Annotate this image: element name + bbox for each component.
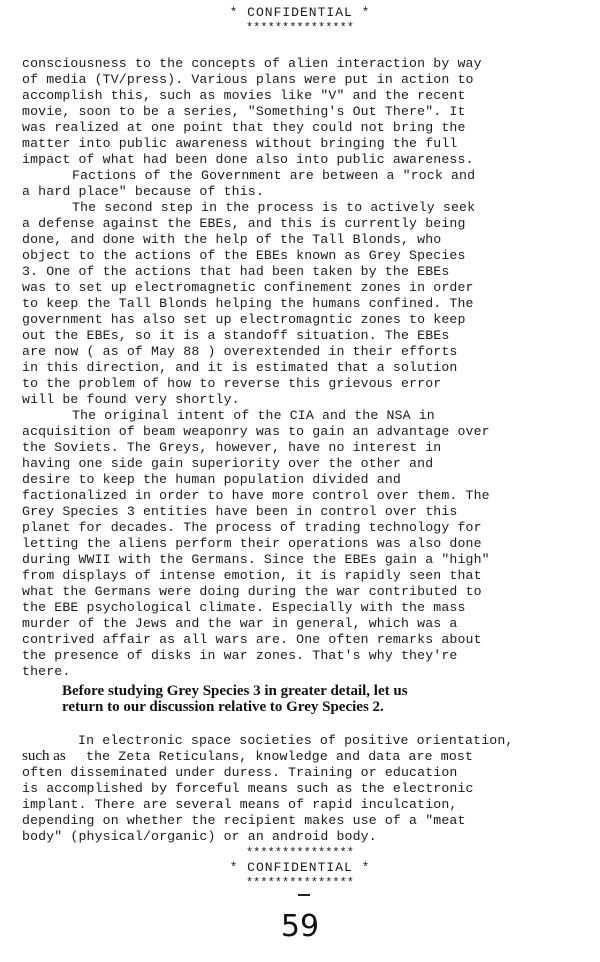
final-paragraph-line: is accomplished by forceful means such as the electronic [22, 781, 474, 796]
footer-dash [298, 894, 310, 896]
final-paragraph-line: implant. There are several means of rapid inculcation, [22, 797, 458, 812]
body-line: a defense against the EBEs, and this is currently being [22, 216, 466, 231]
body-line: The original intent of the CIA and the NSA in [72, 408, 435, 423]
body-line: planet for decades. The process of trading technology for [22, 520, 482, 535]
body-line: the Soviets. The Greys, however, have no interest in [22, 440, 442, 455]
final-paragraph-line: In electronic space societies of positive orientation, [78, 733, 514, 748]
body-line: to the problem of how to reverse this grievous error [22, 376, 442, 391]
body-line: there. [22, 664, 71, 679]
final-paragraph-line: depending on whether the recipient makes use of a "meat [22, 813, 466, 828]
footer-stars-top: *************** [245, 846, 355, 860]
inserted-note-line: Before studying Grey Species 3 in greater detail, let us [62, 683, 408, 699]
body-line: from displays of intense emotion, it is rapidly seen that [22, 568, 482, 583]
body-line: what the Germans were doing during the war contributed to [22, 584, 482, 599]
final-paragraph-line: body" (physical/organic) or an android body. [22, 829, 377, 844]
body-line: having one side gain superiority over the other and [22, 456, 434, 471]
body-line: matter into public awareness without bringing the full [22, 136, 458, 151]
body-line: during WWII with the Germans. Since the EBEs gain a "high" [22, 552, 490, 567]
final-paragraph-line: the Zeta Reticulans, knowledge and data are most [86, 749, 474, 764]
body-line: done, and done with the help of the Tall Blonds, who [22, 232, 442, 247]
body-line: Grey Species 3 entities have been in control over this [22, 504, 458, 519]
body-line: government has also set up electromagntic zones to keep [22, 312, 466, 327]
page-number: 59 [280, 909, 320, 944]
body-line: was realized at one point that they could not bring the [22, 120, 466, 135]
body-line: 3. One of the actions that had been taken by the EBEs [22, 264, 450, 279]
body-line: out the EBEs, so it is a standoff situation. The EBEs [22, 328, 450, 343]
body-line: to keep the Tall Blonds helping the humans confined. The [22, 296, 474, 311]
body-line: of media (TV/press). Various plans were put in action to [22, 72, 474, 87]
body-line: desire to keep the human population divided and [22, 472, 401, 487]
body-line: consciousness to the concepts of alien interaction by way [22, 56, 482, 71]
body-line: contrived affair as all wars are. One often remarks about [22, 632, 482, 647]
body-line: murder of the Jews and the war in general, which was a [22, 616, 458, 631]
body-line: will be found very shortly. [22, 392, 240, 407]
body-line: acquisition of beam weaponry was to gain an advantage over [22, 424, 490, 439]
final-paragraph-line: often disseminated under duress. Training or education [22, 765, 458, 780]
header-confidential-label: * CONFIDENTIAL * [229, 5, 371, 20]
body-line: a hard place" because of this. [22, 184, 264, 199]
body-line: letting the aliens perform their operations was also done [22, 536, 482, 551]
body-line: the presence of disks in war zones. That's why they're [22, 648, 458, 663]
footer-stars-bottom: *************** [245, 876, 355, 890]
serif-prefix: such as [22, 748, 66, 764]
body-line: the EBE psychological climate. Especially with the mass [22, 600, 466, 615]
body-line: movie, soon to be a series, "Something's Out There". It [22, 104, 466, 119]
body-line: The second step in the process is to actively seek [72, 200, 476, 215]
body-line: accomplish this, such as movies like "V" and the recent [22, 88, 466, 103]
header-stars: *************** [245, 21, 355, 35]
body-line: are now ( as of May 88 ) overextended in their efforts [22, 344, 458, 359]
inserted-note-line: return to our discussion relative to Grey Species 2. [62, 699, 384, 715]
body-line: impact of what had been done also into public awareness. [22, 152, 474, 167]
footer-confidential-label: * CONFIDENTIAL * [229, 860, 371, 875]
body-line: Factions of the Government are between a "rock and [72, 168, 476, 183]
body-line: was to set up electromagnetic confinement zones in order [22, 280, 474, 295]
body-line: factionalized in order to have more control over them. The [22, 488, 490, 503]
body-line: object to the actions of the EBEs known as Grey Species [22, 248, 466, 263]
body-line: in this direction, and it is estimated that a solution [22, 360, 458, 375]
